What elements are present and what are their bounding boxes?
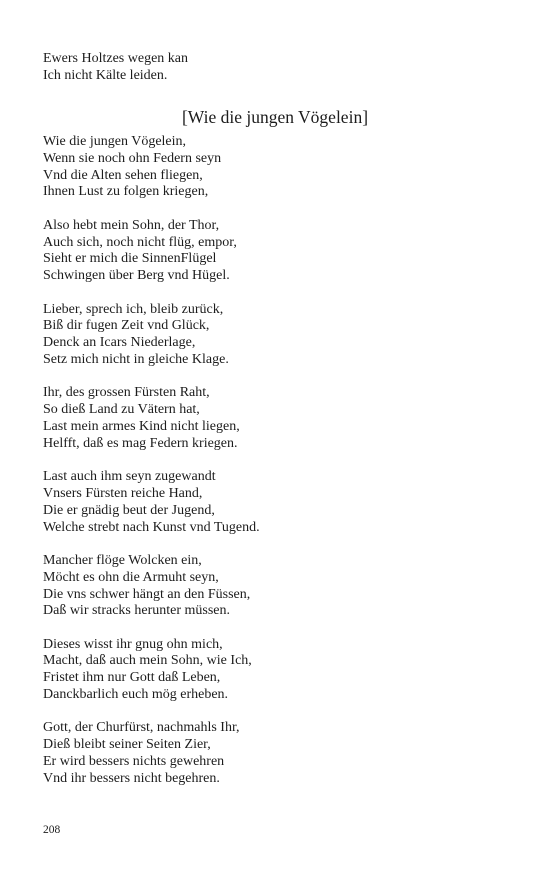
verse-line: Vnd ihr bessers nicht begehren. <box>43 770 220 786</box>
verse-line: Setz mich nicht in gleiche Klage. <box>43 351 229 367</box>
verse-line: Wie die jungen Vögelein, <box>43 134 187 149</box>
leading-line: Ewers Holtzes wegen kan <box>43 51 189 66</box>
leading-line: Ich nicht Kälte leiden. <box>43 68 168 83</box>
stanza <box>43 637 260 704</box>
verse-line: Welche strebt nach Kunst vnd Tugend. <box>43 519 260 535</box>
verse-line: Lieber, sprech ich, bleib zurück, <box>43 301 224 317</box>
verse-line: Last auch ihm seyn zugewandt <box>43 469 216 485</box>
verse-line: Die er gnädig beut der Jugend, <box>43 502 215 518</box>
verse-line: Macht, daß auch mein Sohn, wie Ich, <box>43 653 252 669</box>
verse-line: Er wird bessers nichts gewehren <box>43 754 225 770</box>
verse-line: Danckbarlich euch mög erheben. <box>43 687 229 703</box>
verse-line: Dieß bleibt seiner Seiten Zier, <box>43 737 211 753</box>
verse-line: Wenn sie noch ohn Federn seyn <box>43 150 222 166</box>
stanza <box>43 385 260 452</box>
verse-line: Schwingen über Berg vnd Hügel. <box>43 268 230 284</box>
page-number: 208 <box>43 824 61 836</box>
poem-body <box>43 134 260 804</box>
stanza <box>43 218 260 285</box>
verse-line: Sieht er mich die SinnenFlügel <box>43 251 217 267</box>
stanza <box>43 553 260 620</box>
stanza <box>43 134 260 201</box>
verse-line: Die vns schwer hängt an den Füssen, <box>43 586 251 602</box>
verse-line: Auch sich, noch nicht flüg, empor, <box>43 234 237 250</box>
verse-line: Vnd die Alten sehen fliegen, <box>43 167 203 183</box>
stanza <box>43 720 260 787</box>
verse-line: Dieses wisst ihr gnug ohn mich, <box>43 636 223 652</box>
verse-line: Helfft, daß es mag Federn kriegen. <box>43 435 238 451</box>
verse-line: Ihr, des grossen Fürsten Raht, <box>43 385 210 401</box>
verse-line: Last mein armes Kind nicht liegen, <box>43 418 240 434</box>
verse-line: Also hebt mein Sohn, der Thor, <box>43 217 220 233</box>
stanza <box>43 302 260 369</box>
leading-lines <box>43 50 188 84</box>
verse-line: Möcht es ohn die Armuht seyn, <box>43 569 219 585</box>
verse-line: Gott, der Churfürst, nachmahls Ihr, <box>43 720 240 736</box>
verse-line: So dieß Land zu Vätern hat, <box>43 402 200 418</box>
verse-line: Mancher flöge Wolcken ein, <box>43 552 202 568</box>
verse-line: Biß dir fugen Zeit vnd Glück, <box>43 318 210 334</box>
verse-line: Ihnen Lust zu folgen kriegen, <box>43 184 209 200</box>
stanza <box>43 469 260 536</box>
poem-title: [Wie die jungen Vögelein] <box>181 107 369 127</box>
verse-line: Vnsers Fürsten reiche Hand, <box>43 485 203 501</box>
verse-line: Denck an Icars Niederlage, <box>43 335 196 351</box>
verse-line: Daß wir stracks herunter müssen. <box>43 603 231 619</box>
verse-line: Fristet ihm nur Gott daß Leben, <box>43 670 221 686</box>
